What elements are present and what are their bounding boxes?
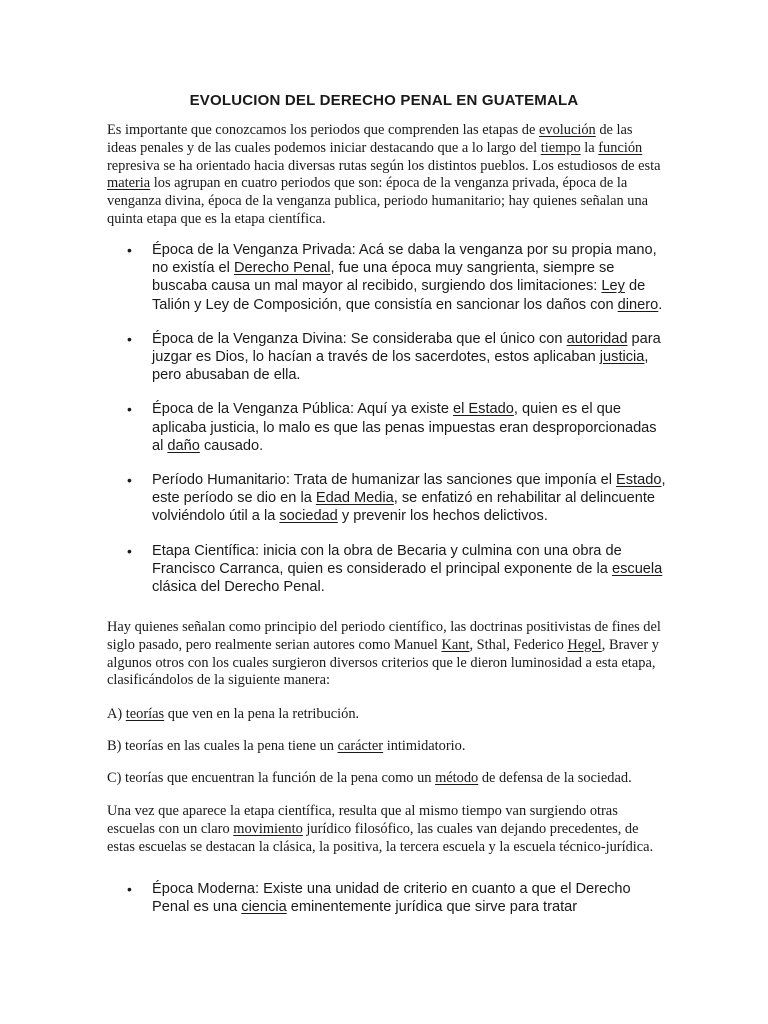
link-kant[interactable]: Kant	[441, 636, 470, 653]
link-dano[interactable]: daño	[167, 437, 200, 454]
list-item-venganza-divina: • Época de la Venganza Divina: Se consideraba que el único con autoridad para juzgar es Dios, lo hacían a través de los sacerdotes, estos aplicaban justicia, pero abusaban de ella.	[127, 330, 661, 384]
bullet-icon: •	[127, 330, 132, 347]
list-item-etapa-cientifica: • Etapa Científica: inicia con la obra de Becaria y culmina con una obra de Francisco Carranca, quien es considerado el principal exponente de la escuela clásica del Derecho Penal.	[127, 542, 663, 596]
link-derecho-penal[interactable]: Derecho Penal	[233, 260, 331, 277]
link-sociedad[interactable]: sociedad	[279, 508, 338, 525]
intro-paragraph: Es importante que conozcamos los periodos que comprenden las etapas de evolución de las ideas penales y de las cuales podemos iniciar destacando que a lo largo del tiempo la función represiva se ha orientado hacia diversas rutas según los distintos pueblos. Los estudiosos de esta materia los agrupan en cuatro periodos que son: época de la venganza privada, época de la venganza divina, época de la venganza publica, periodo humanitario; hay quienes señalan una quinta etapa que es la etapa científica.	[107, 122, 661, 227]
link-movimiento[interactable]: movimiento	[233, 820, 303, 837]
link-ciencia[interactable]: ciencia	[241, 899, 287, 916]
bullet-icon: •	[127, 542, 132, 559]
modern-list	[107, 880, 667, 916]
document-title: EVOLUCION DEL DERECHO PENAL EN GUATEMALA	[189, 92, 579, 109]
link-el-estado[interactable]: el Estado	[453, 401, 514, 418]
link-dinero[interactable]: dinero	[617, 296, 659, 313]
link-edad-media[interactable]: Edad Media	[315, 490, 394, 507]
link-metodo[interactable]: método	[435, 770, 479, 786]
bullet-icon: •	[127, 881, 132, 897]
scientific-period-paragraph: Hay quienes señalan como principio del periodo científico, las doctrinas positivistas de fines del siglo pasado, pero realmente serian autores como Manuel Kant, Sthal, Federico Hegel, Braver y algunos otros con los cuales surgieron diversos criterios que le dieron luminosidad a esta etapa, clasificándolos de la siguiente manera:	[107, 619, 661, 689]
periods-list	[107, 241, 667, 596]
list-item-venganza-publica: • Época de la Venganza Pública: Aquí ya existe el Estado, quien es el que aplicaba justicia, lo malo es que las penas impuestas eran desproporcionadas al daño causado.	[127, 401, 657, 454]
theory-item-c: C) teorías que encuentran la función de la pena como un método de defensa de la sociedad.	[107, 770, 632, 786]
link-justicia[interactable]: justicia	[599, 349, 645, 366]
theory-item-a: A) teorías que ven en la pena la retribución.	[107, 706, 360, 722]
link-escuela[interactable]: escuela	[611, 560, 663, 577]
theory-item-b: B) teorías en las cuales la pena tiene un carácter intimidatorio.	[107, 738, 466, 754]
list-item-epoca-moderna: • Época Moderna: Existe una unidad de criterio en cuanto a que el Derecho Penal es una ciencia eminentemente jurídica que sirve para tratar	[127, 881, 631, 916]
link-evolucion[interactable]: evolución	[539, 122, 596, 138]
link-caracter[interactable]: carácter	[337, 738, 384, 754]
link-tiempo[interactable]: tiempo	[540, 139, 581, 156]
link-autoridad[interactable]: autoridad	[566, 330, 628, 347]
link-ley[interactable]: Ley	[601, 278, 625, 295]
link-hegel[interactable]: Hegel	[567, 636, 602, 653]
schools-paragraph: Una vez que aparece la etapa científica, resulta que al mismo tiempo van surgiendo otras escuelas con un claro movimiento jurídico filosófico, las cuales van dejando precedentes, de estas escuelas se destacan la clásica, la positiva, la tercera escuela y la escuela técnico-jurídica.	[107, 803, 654, 855]
link-materia[interactable]: materia	[107, 175, 151, 192]
list-item-periodo-humanitario: • Período Humanitario: Trata de humanizar las sanciones que imponía el Estado, este período se dio en la Edad Media, se enfatizó en rehabilitar al delincuente volviéndolo útil a la sociedad y prevenir los hechos delictivos.	[127, 472, 666, 525]
link-estado[interactable]: Estado	[616, 472, 662, 489]
bullet-icon: •	[127, 401, 132, 418]
bullet-icon: •	[127, 242, 132, 258]
link-funcion[interactable]: función	[598, 139, 643, 156]
list-item-venganza-privada: • Época de la Venganza Privada: Acá se daba la venganza por su propia mano, no existía el Derecho Penal, fue una época muy sangrienta, siempre se buscaba causa un mal mayor al recibido, surgiendo dos limitaciones: Ley de Talión y Ley de Composición, que consistía en sancionar los daños con dinero.	[127, 242, 663, 313]
link-teorias[interactable]: teorías	[125, 706, 165, 722]
bullet-icon: •	[127, 472, 132, 489]
